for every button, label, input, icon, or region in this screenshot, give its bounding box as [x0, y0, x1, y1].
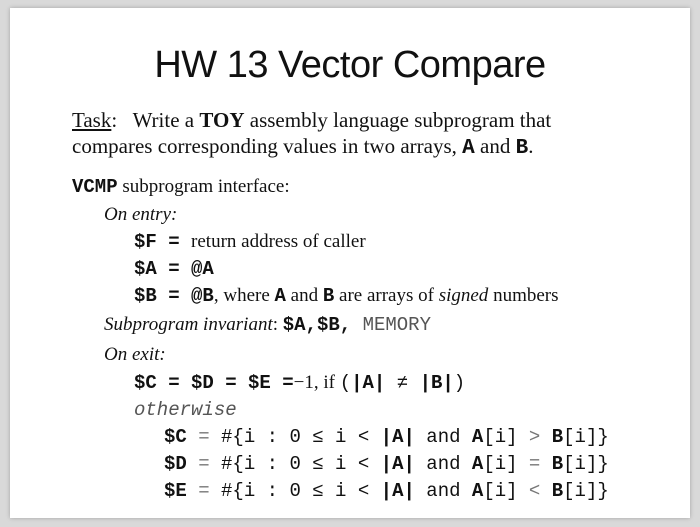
on-exit-label: On exit: [104, 344, 166, 365]
task-line-2: compares corresponding values in two arrays, A and B. [72, 134, 534, 160]
task-text-2: assembly language subprogram that [244, 108, 552, 132]
exit-c-row: $C = #{i : 0 ≤ i < |A| and A[i] > B[i]} [164, 426, 609, 448]
array-b: B [515, 137, 529, 160]
exit-all-line: $C = $D = $E =−1, if (|A| ≠ |B|) [134, 372, 466, 394]
task-label: Task [72, 108, 112, 132]
interface-line: VCMP subprogram interface: [72, 176, 290, 198]
invariant-line: Subprogram invariant: $A,$B, MEMORY [104, 314, 431, 336]
slide-title: HW 13 Vector Compare [154, 44, 546, 86]
task-line-1: Task: Write a TOY assembly language subprogram that [72, 108, 552, 132]
entry-a-line: $A = @A [134, 258, 214, 280]
entry-b-line: $B = @B, where A and B are arrays of signed numbers [134, 285, 559, 307]
exit-d-row: $D = #{i : 0 ≤ i < |A| and A[i] = B[i]} [164, 453, 609, 475]
entry-f-line: $F = return address of caller [134, 231, 366, 253]
array-a: A [462, 137, 475, 160]
exit-e-row: $E = #{i : 0 ≤ i < |A| and A[i] < B[i]} [164, 480, 609, 502]
task-text-1: Write a [132, 108, 200, 132]
otherwise-label: otherwise [134, 399, 237, 421]
toy-word: TOY [199, 108, 245, 132]
slide [10, 8, 690, 518]
on-entry-label: On entry: [104, 204, 178, 225]
subprogram-name: VCMP [72, 176, 118, 198]
